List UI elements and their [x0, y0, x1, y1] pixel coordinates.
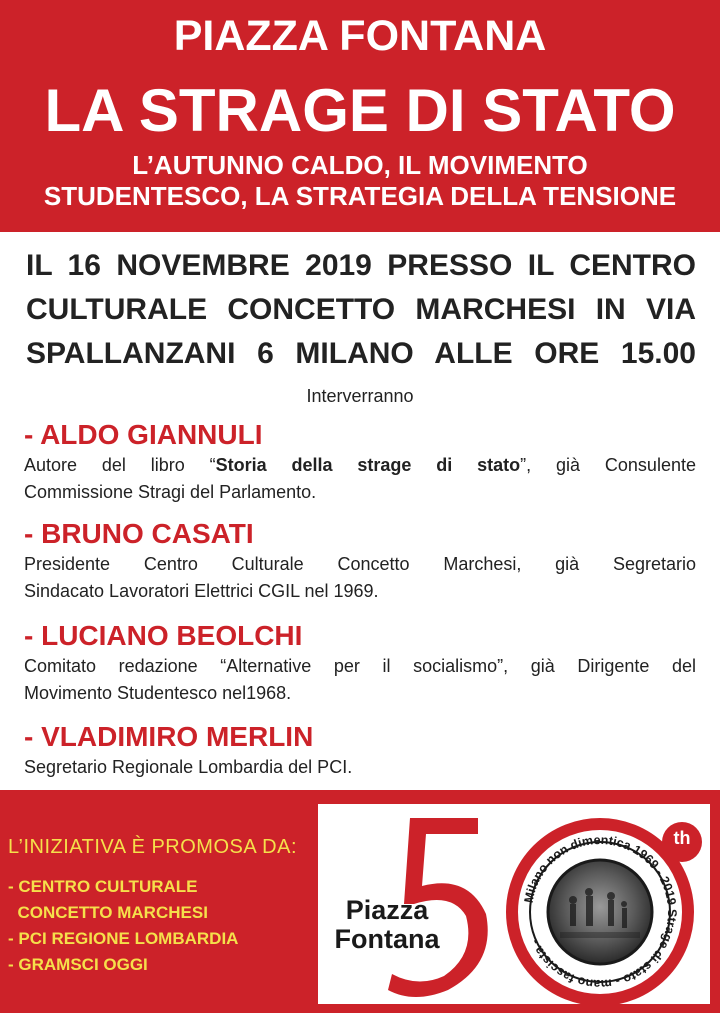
- speaker-description-line2: Commissione Stragi del Parlamento.: [24, 482, 317, 502]
- event-details: [26, 244, 696, 376]
- event-line1: IL 16 NOVEMBRE 2019 PRESSO IL CENTRO: [26, 249, 696, 282]
- event-line2: CULTURALE CONCETTO MARCHESI IN VIA: [26, 293, 696, 326]
- promoters-list: [8, 874, 238, 978]
- speaker-description: [24, 551, 696, 605]
- speaker-description-line1: Segretario Regionale Lombardia del PCI.: [24, 757, 353, 777]
- header-subtitle-line2: STUDENTESCO, LA STRATEGIA DELLA TENSIONE: [43, 181, 677, 211]
- ring-text: Milano non dimentica 1969 - 2019 Strage di stato - mano fascista -: [521, 832, 680, 992]
- header-title: LA STRAGE DI STATO: [44, 77, 676, 144]
- promoter-item: - CENTRO CULTURALE: [8, 877, 198, 896]
- header-subtitle-line1: L’AUTUNNO CALDO, IL MOVIMENTO: [132, 150, 588, 180]
- desc-text: Autore del libro “: [24, 455, 216, 475]
- speaker-name: - ALDO GIANNULI: [24, 419, 263, 450]
- header-kicker: PIAZZA FONTANA: [173, 12, 547, 60]
- speaker-aldo-giannuli: [24, 418, 696, 506]
- speakers-intro: Interverranno: [306, 386, 414, 406]
- promoters-title: L’INIZIATIVA È PROMOSA DA:: [8, 836, 297, 858]
- speaker-description-line1: Presidente Centro Culturale Concetto Marchesi, già Segretario: [24, 554, 696, 574]
- logo-wordmark-line2: Fontana: [334, 924, 440, 954]
- promoter-item: CONCETTO MARCHESI: [8, 903, 208, 922]
- logo-wordmark: [324, 896, 450, 954]
- speaker-description-line1: Comitato redazione “Alternative per il socialismo”, già Dirigente del: [24, 656, 696, 676]
- th-badge-text: th: [673, 828, 691, 848]
- event-line3: SPALLANZANI 6 MILANO ALLE ORE 15.00: [26, 337, 696, 370]
- logo-wordmark-line1: Piazza: [345, 895, 429, 925]
- speaker-description-line1: [24, 452, 696, 479]
- book-title: Storia della strage di stato: [215, 455, 521, 475]
- speaker-bruno-casati: [24, 517, 696, 605]
- promoter-item: - GRAMSCI OGGI: [8, 955, 148, 974]
- promoter-item: - PCI REGIONE LOMBARDIA: [8, 929, 239, 948]
- speaker-description-line2: Movimento Studentesco nel1968.: [24, 683, 292, 703]
- header-subtitle: [0, 150, 720, 212]
- speaker-description: [24, 754, 696, 781]
- speaker-name: - VLADIMIRO MERLIN: [24, 721, 314, 752]
- speaker-description: [24, 452, 696, 506]
- speaker-vladimiro-merlin: [24, 720, 696, 781]
- speaker-name: - BRUNO CASATI: [24, 518, 254, 549]
- speaker-description-line2: Sindacato Lavoratori Elettrici CGIL nel 1969.: [24, 581, 379, 601]
- speaker-luciano-beolchi: [24, 619, 696, 707]
- speaker-name: - LUCIANO BEOLCHI: [24, 620, 303, 651]
- header-banner: [0, 0, 720, 232]
- speaker-description: [24, 653, 696, 707]
- piazza-fontana-logo: [318, 804, 710, 1004]
- desc-text: ”, già Consulente: [520, 455, 696, 475]
